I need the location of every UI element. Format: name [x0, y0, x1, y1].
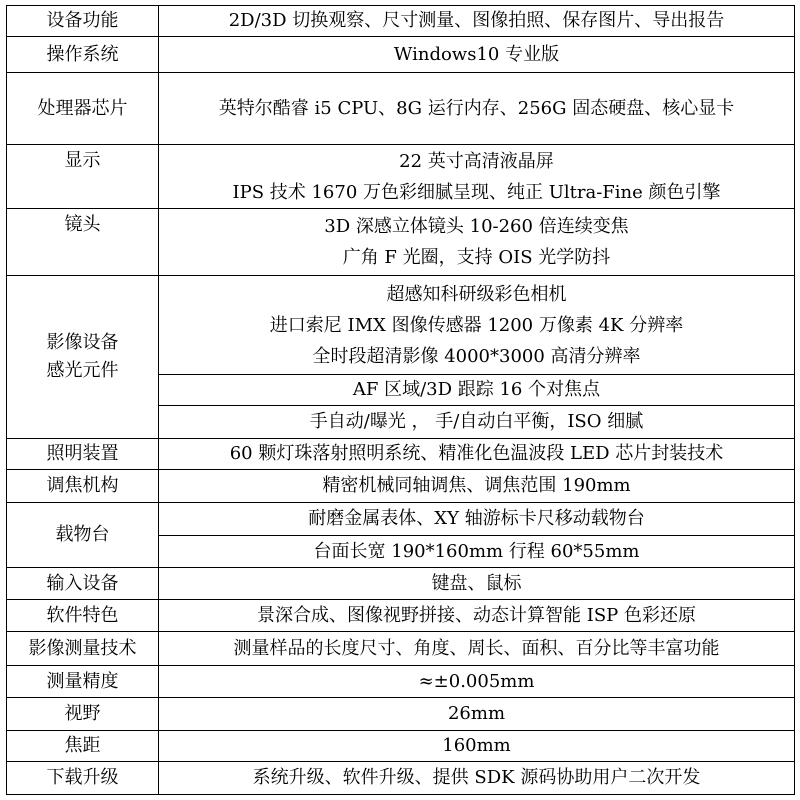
- spec-label: 视野: [7, 698, 159, 731]
- spec-value: 160mm: [159, 731, 795, 762]
- spec-value-line: 广角 F 光圈，支持 OIS 光学防抖: [342, 247, 611, 268]
- spec-label: 影像测量技术: [7, 632, 159, 666]
- spec-value: 键盘、鼠标: [159, 568, 795, 600]
- spec-label: 输入设备: [7, 568, 159, 600]
- spec-value-line: 超感知科研级彩色相机: [386, 283, 567, 305]
- spec-row-display: [7, 145, 795, 209]
- spec-row-lighting: [7, 439, 795, 470]
- spec-value-line: 3D 深感立体镜头 10-260 倍连续变焦: [324, 216, 629, 237]
- spec-value: [159, 209, 795, 276]
- spec-label: 测量精度: [7, 666, 159, 698]
- spec-value: 精密机械同轴调焦、调焦范围 190mm: [159, 470, 795, 503]
- spec-value: 系统升级、软件升级、提供 SDK 源码协助用户二次开发: [159, 762, 795, 795]
- spec-row-processor: [7, 73, 795, 145]
- spec-value-line: 22 英寸高清液晶屏: [399, 150, 554, 172]
- spec-label: 软件特色: [7, 600, 159, 632]
- spec-label-line: 感光元件: [46, 360, 119, 381]
- spec-row-function: [7, 6, 795, 37]
- spec-row-accuracy: [7, 666, 795, 698]
- spec-value: 60 颗灯珠落射照明系统、精准化色温波段 LED 芯片封装技术: [159, 439, 795, 470]
- spec-value: 测量样品的长度尺寸、角度、周长、面积、百分比等丰富功能: [159, 632, 795, 666]
- spec-label: 下载升级: [7, 762, 159, 795]
- spec-row-input: [7, 568, 795, 600]
- spec-label: 镜头: [7, 209, 159, 276]
- spec-row-focal-length: [7, 731, 795, 762]
- spec-value: [159, 276, 795, 375]
- spec-label-line: 影像设备: [46, 332, 119, 353]
- spec-value-line: 进口索尼 IMX 图像传感器 1200 万像素 4K 分辨率: [269, 314, 684, 336]
- spec-value-line: IPS 技术 1670 万色彩细腻呈现、纯正 Ultra-Fine 颜色引擎: [232, 181, 721, 203]
- spec-row-upgrade: [7, 762, 795, 795]
- spec-row-lens: [7, 209, 795, 276]
- spec-label: 焦距: [7, 731, 159, 762]
- spec-row-measurement: [7, 632, 795, 666]
- spec-value: 台面长宽 190*160mm 行程 60*55mm: [159, 536, 795, 568]
- spec-value: 英特尔酷睿 i5 CPU、8G 运行内存、256G 固态硬盘、核心显卡: [159, 73, 795, 145]
- spec-row-software: [7, 600, 795, 632]
- spec-row-os: [7, 37, 795, 73]
- spec-value: 景深合成、图像视野拼接、动态计算智能 ISP 色彩还原: [159, 600, 795, 632]
- spec-row-focus: [7, 470, 795, 503]
- spec-value: 耐磨金属表体、XY 轴游标卡尺移动载物台: [159, 503, 795, 536]
- spec-label: 调焦机构: [7, 470, 159, 503]
- spec-label: [7, 276, 159, 439]
- spec-label: 操作系统: [7, 37, 159, 73]
- spec-label: 处理器芯片: [7, 73, 159, 145]
- spec-label: 照明装置: [7, 439, 159, 470]
- spec-row-field-of-view: [7, 698, 795, 731]
- spec-value: 26mm: [159, 698, 795, 731]
- spec-value: AF 区域/3D 跟踪 16 个对焦点: [159, 375, 795, 406]
- spec-value: Windows10 专业版: [159, 37, 795, 73]
- spec-table: [6, 5, 795, 795]
- spec-value: ≈±0.005mm: [159, 666, 795, 698]
- spec-row-stage: [7, 503, 795, 536]
- spec-label: 载物台: [7, 503, 159, 568]
- spec-label: 设备功能: [7, 6, 159, 37]
- spec-value: 手自动/曝光 ， 手/自动白平衡，ISO 细腻: [159, 406, 795, 439]
- spec-value: 2D/3D 切换观察、尺寸测量、图像拍照、保存图片、导出报告: [159, 6, 795, 37]
- spec-label: 显示: [7, 145, 159, 209]
- spec-value: [159, 145, 795, 209]
- spec-value-line: 全时段超清影像 4000*3000 高清分辨率: [312, 345, 641, 367]
- spec-row-sensor: [7, 276, 795, 375]
